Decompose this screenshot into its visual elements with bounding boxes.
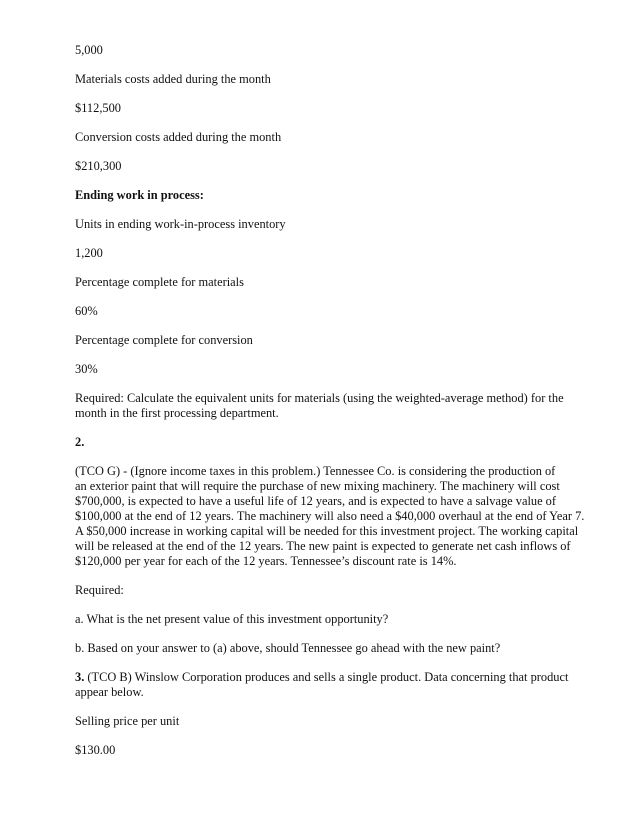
- question-3-text: (TCO B) Winslow Corporation produces and sells a single product. Data concerning that product: [84, 670, 569, 684]
- question-3-line-2: appear below.: [75, 685, 144, 699]
- question-2-line-3: $700,000, is expected to have a useful life of 12 years, and is expected to have a salvage value of: [75, 494, 556, 508]
- required-q1-line-2: month in the first processing department.: [75, 406, 279, 420]
- ending-wip-heading: Ending work in process:: [75, 188, 204, 202]
- question-2-line-1: (TCO G) - (Ignore income taxes in this problem.) Tennessee Co. is considering the production of: [75, 464, 556, 478]
- beginning-units-value: 5,000: [75, 43, 103, 57]
- question-2-line-2: an exterior paint that will require the purchase of new mixing machinery. The machinery will cost: [75, 479, 560, 493]
- required-q2-part-a: a. What is the net present value of this investment opportunity?: [75, 612, 389, 626]
- materials-costs-value: $112,500: [75, 101, 122, 115]
- ending-wip-units-value: 1,200: [75, 246, 103, 260]
- pct-conversion-label: Percentage complete for conversion: [75, 333, 253, 347]
- question-3-number: 3.: [75, 670, 85, 684]
- selling-price-value: $130.00: [75, 743, 116, 757]
- selling-price-label: Selling price per unit: [75, 714, 180, 728]
- required-q2-part-b: b. Based on your answer to (a) above, should Tennessee go ahead with the new paint?: [75, 641, 501, 655]
- pct-conversion-value: 30%: [75, 362, 98, 376]
- required-q1-line-1: Required: Calculate the equivalent units for materials (using the weighted-average method) for the: [75, 391, 564, 405]
- required-q2-label: Required:: [75, 583, 124, 597]
- question-3-line-1: [75, 670, 568, 685]
- conversion-costs-label: Conversion costs added during the month: [75, 130, 282, 144]
- materials-costs-label: Materials costs added during the month: [75, 72, 271, 86]
- question-2-line-4: $100,000 at the end of 12 years. The machinery will also need a $40,000 overhaul at the end of Year 7.: [75, 509, 585, 523]
- pct-materials-value: 60%: [75, 304, 98, 318]
- question-2-line-5: A $50,000 increase in working capital will be needed for this investment project. The working capital: [75, 524, 579, 538]
- question-2-line-7: $120,000 per year for each of the 12 years. Tennessee’s discount rate is 14%.: [75, 554, 457, 568]
- question-2-number: 2.: [75, 435, 85, 449]
- ending-wip-units-label: Units in ending work-in-process inventory: [75, 217, 286, 231]
- conversion-costs-value: $210,300: [75, 159, 122, 173]
- question-2-line-6: will be released at the end of the 12 years. The new paint is expected to generate net cash inflows of: [75, 539, 571, 553]
- pct-materials-label: Percentage complete for materials: [75, 275, 244, 289]
